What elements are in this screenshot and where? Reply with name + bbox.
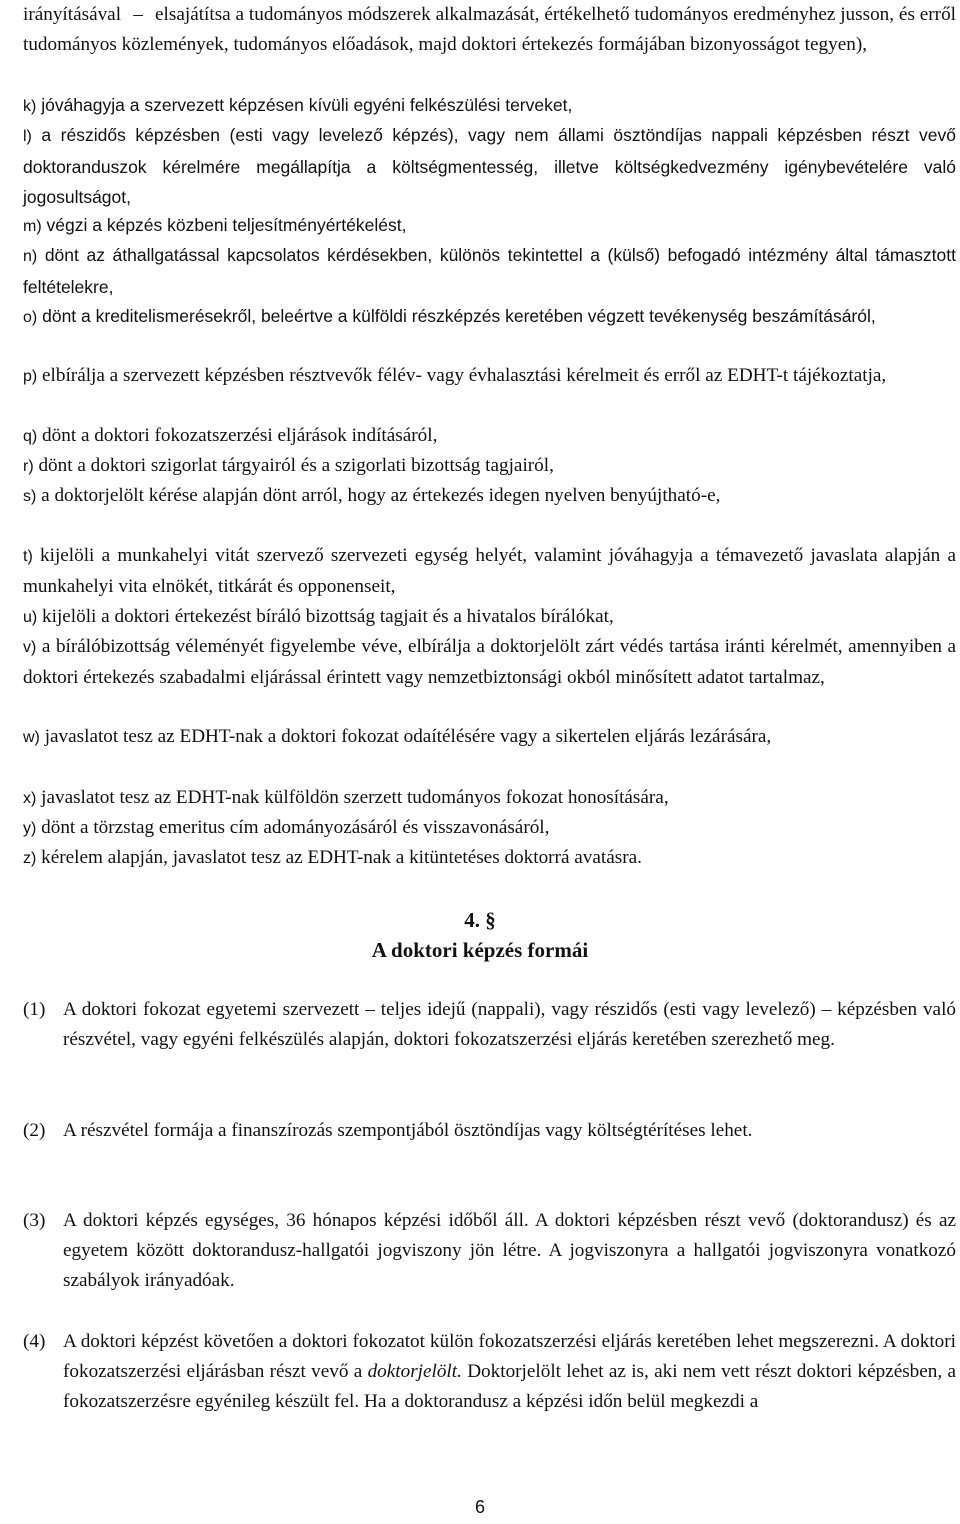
intro-paragraph <box>23 0 956 60</box>
item-label: x) <box>23 790 37 807</box>
intro-first-word: irányításával <box>23 4 122 25</box>
list-item <box>23 722 956 753</box>
list-item <box>23 451 956 482</box>
item-label: v) <box>23 639 37 656</box>
em-dash: – <box>133 4 143 25</box>
list-item <box>23 90 956 122</box>
list-item <box>23 632 956 693</box>
list-item <box>23 421 956 452</box>
list-item <box>23 240 956 302</box>
paragraph-number: (2) <box>23 1120 46 1141</box>
emphasized-term: doktorjelölt. <box>367 1361 462 1383</box>
numbered-paragraph <box>23 1206 956 1297</box>
intro-text: elsajátítsa a tudományos módszerek alkalmazását, értékelhető tudományos eredményhez jusson, és erről tudományos közlemények, tudományos előadások, majd doktori értekezés formájában bizonyosságot tegyen), <box>23 4 956 56</box>
item-label: y) <box>23 820 37 837</box>
numbered-paragraph <box>23 1327 956 1418</box>
item-label: s) <box>23 488 37 505</box>
list-item <box>23 602 956 633</box>
item-text: dönt a kreditelismerésekről, beleértve a külföldi részképzés keretében végzett tevékenység beszámításáról, <box>42 306 876 326</box>
item-text: dönt a doktori szigorlat tárgyairól és a szigorlati bizottság tagjairól, <box>38 455 554 476</box>
list-item <box>23 120 956 213</box>
list-item <box>23 361 956 392</box>
list-item <box>23 210 956 242</box>
item-text: elbírálja a szervezett képzésben résztvevők félév- vagy évhalasztási kérelmeit és erről az EDHT-t tájékoztatja, <box>42 365 887 386</box>
page-number: 6 <box>474 1497 485 1517</box>
item-text: javaslatot tesz az EDHT-nak a doktori fokozat odaítélésére vagy a sikertelen eljárás lezárására, <box>44 726 772 747</box>
section-number: 4. § <box>464 908 496 932</box>
section-title: A doktori képzés formái <box>371 938 589 962</box>
paragraph-number: (4) <box>23 1331 46 1352</box>
item-text: kijelöli a doktori értekezést bíráló bizottság tagjait és a hivatalos bírálókat, <box>42 606 614 627</box>
paragraph-text-part: A doktori képzést követően a doktori fokozatot külön fokozatszerzési eljárás keretében lehet megszerezni. A doktori fokozatszerzési eljárásban részt vevő a <box>63 1331 956 1383</box>
paragraph-text: A doktori képzés egységes, 36 hónapos képzési időből áll. A doktori képzésben részt vevő (doktorandusz) és az egyetem között doktorandusz-hallgatói jogviszony jön létre. A jogviszonyra a hallgatói jogviszonyra vonatkozó szabályok irányadóak. <box>63 1210 956 1292</box>
item-text: javaslatot tesz az EDHT-nak külföldön szerzett tudományos fokozat honosítására, <box>41 787 669 808</box>
item-text: dönt a törzstag emeritus cím adományozásáról és visszavonásáról, <box>41 817 550 838</box>
item-label: m) <box>23 218 42 235</box>
item-text: kérelem alapján, javaslatot tesz az EDHT-nak a kitüntetéses doktorrá avatásra. <box>41 847 642 868</box>
list-item <box>23 541 956 602</box>
paragraph-number: (1) <box>23 999 46 1020</box>
item-label: z) <box>23 850 37 867</box>
item-label: t) <box>23 548 33 565</box>
item-text: a részidős képzésben (esti vagy levelező képzés), vagy nem állami ösztöndíjas nappali képzésben részt vevő doktoranduszok kérelmére megállapítja a költségmentesség, illetve költségkedvezmény igénybevételére való jogosultságot, <box>23 125 956 208</box>
item-label: u) <box>23 609 38 626</box>
item-text: a bírálóbizottság véleményét figyelembe véve, elbírálja a doktorjelölt zárt védés tartása iránti kérelmét, amennyiben a doktori értekezés szabadalmi eljárással érintett vagy nemzetbiztonsági okból minősített adatot tartalmaz, <box>23 636 956 689</box>
item-text: dönt a doktori fokozatszerzési eljárások indításáról, <box>42 425 438 446</box>
item-label: p) <box>23 368 38 385</box>
item-text: végzi a képzés közbeni teljesítményértékelést, <box>46 215 407 235</box>
paragraph-number: (3) <box>23 1210 46 1231</box>
numbered-paragraph <box>23 995 956 1055</box>
list-item <box>23 843 956 874</box>
item-text: kijelöli a munkahelyi vitát szervező szervezeti egység helyét, valamint jóváhagyja a témavezető javaslata alapján a munkahelyi vita elnökét, titkárát és opponenseit, <box>23 545 956 598</box>
paragraph-text: A részvétel formája a finanszírozás szempontjából ösztöndíjas vagy költségtérítéses lehet. <box>63 1120 753 1141</box>
list-item <box>23 301 956 333</box>
paragraph-text <box>63 1327 956 1418</box>
paragraph-text-part: Doktorjelölt lehet az is, aki nem vett részt doktori képzésben, a fokozatszerzésre egyénileg készült fel. Ha a doktorandusz a képzési időn belül megkezdi a <box>63 1361 957 1413</box>
item-label: q) <box>23 428 38 445</box>
paragraph-text: A doktori fokozat egyetemi szervezett – teljes idejű (nappali), vagy részidős (esti vagy levelező) – képzésben való részvétel, vagy egyéni felkészülés alapján, doktori fokozatszerzési eljárás keretében szerezhető meg. <box>63 999 956 1051</box>
list-item <box>23 481 956 512</box>
item-label: n) <box>23 248 38 265</box>
list-item <box>23 813 956 844</box>
item-text: dönt az áthallgatással kapcsolatos kérdésekben, különös tekintettel a (külső) befogadó intézmény által támasztott feltételekre, <box>23 245 956 298</box>
numbered-paragraph <box>23 1116 956 1146</box>
item-label: k) <box>23 98 37 115</box>
item-text: a doktorjelölt kérése alapján dönt arról, hogy az értekezés idegen nyelven benyújtható-e, <box>41 485 721 506</box>
item-label: r) <box>23 458 34 475</box>
item-label: l) <box>23 128 32 145</box>
item-label: o) <box>23 309 38 326</box>
list-item <box>23 783 956 814</box>
item-label: w) <box>23 729 40 746</box>
item-text: jóváhagyja a szervezett képzésen kívüli egyéni felkészülési terveket, <box>41 95 573 115</box>
